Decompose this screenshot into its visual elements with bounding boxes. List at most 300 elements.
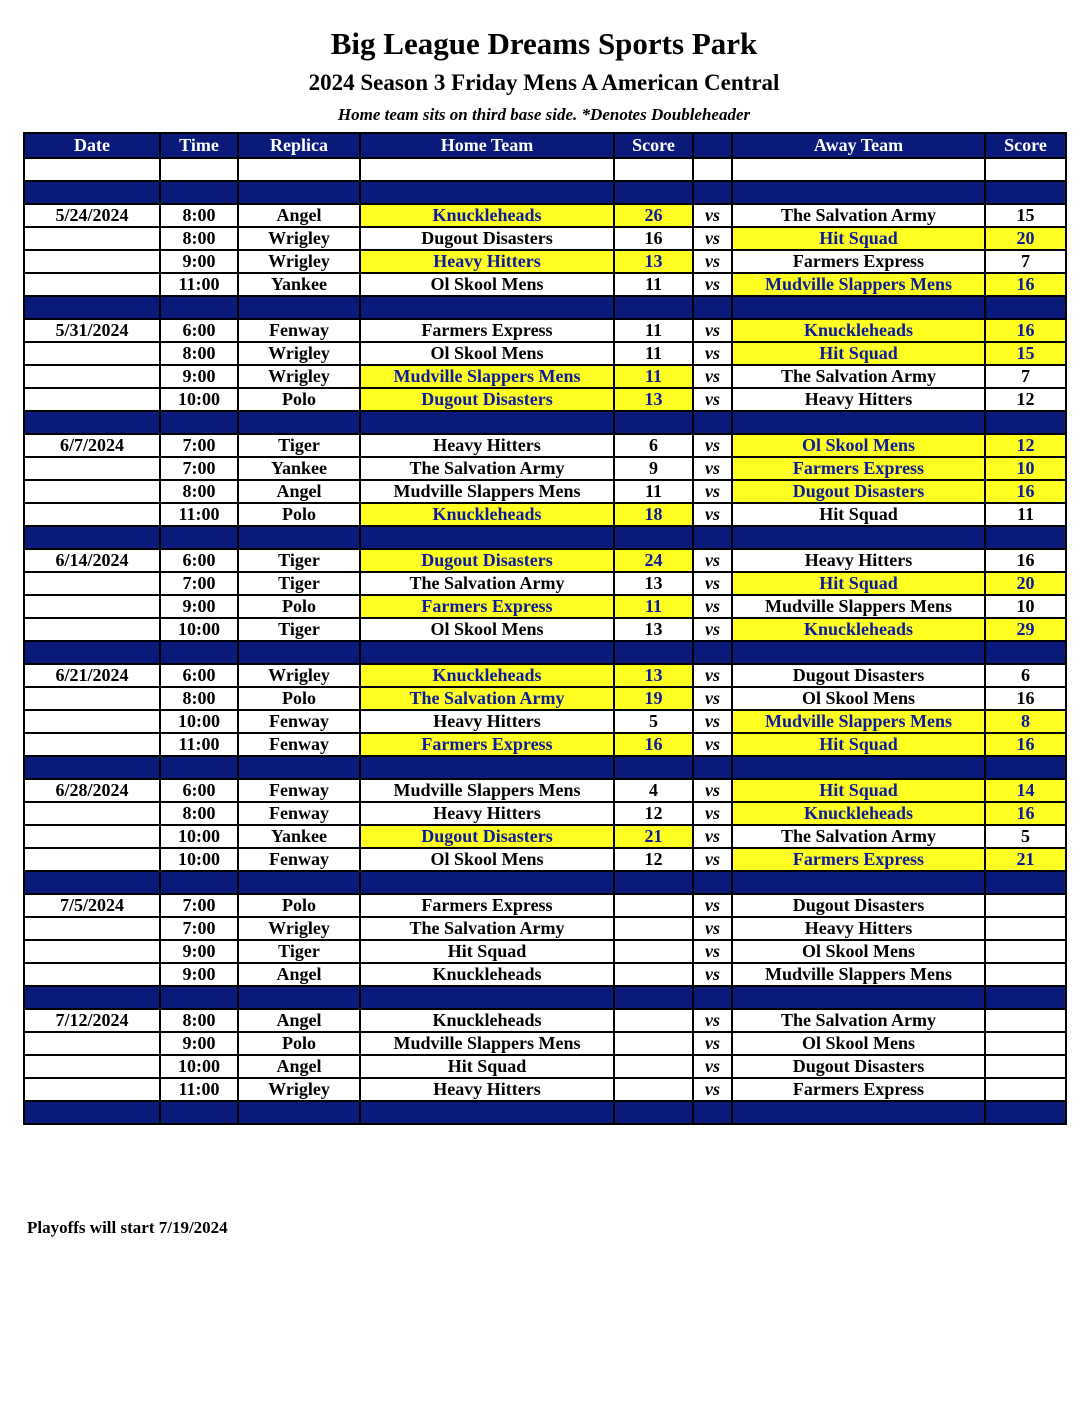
- game-time: 8:00: [160, 204, 238, 227]
- away-score: 29: [985, 618, 1066, 641]
- home-team: The Salvation Army: [360, 457, 614, 480]
- away-team: The Salvation Army: [732, 365, 985, 388]
- away-score: [985, 940, 1066, 963]
- home-score: 12: [614, 802, 693, 825]
- col-header-home-team: Home Team: [360, 133, 614, 158]
- away-score: 20: [985, 227, 1066, 250]
- home-score: [614, 917, 693, 940]
- game-field: Polo: [238, 388, 360, 411]
- away-team: Hit Squad: [732, 733, 985, 756]
- game-field: Wrigley: [238, 250, 360, 273]
- game-date: 6/21/2024: [24, 664, 160, 687]
- game-time: 10:00: [160, 710, 238, 733]
- away-score: [985, 1032, 1066, 1055]
- home-score: [614, 1032, 693, 1055]
- away-score: 16: [985, 480, 1066, 503]
- vs-label: vs: [693, 365, 732, 388]
- home-team: The Salvation Army: [360, 687, 614, 710]
- home-score: [614, 1078, 693, 1101]
- game-time: 6:00: [160, 664, 238, 687]
- home-score: 11: [614, 319, 693, 342]
- game-field: Yankee: [238, 457, 360, 480]
- home-team: The Salvation Army: [360, 917, 614, 940]
- away-team: The Salvation Army: [732, 825, 985, 848]
- vs-label: vs: [693, 273, 732, 296]
- home-score: [614, 1009, 693, 1032]
- game-row: [24, 480, 1066, 503]
- col-header-date: Date: [24, 133, 160, 158]
- away-team: Hit Squad: [732, 503, 985, 526]
- away-score: [985, 1078, 1066, 1101]
- game-time: 7:00: [160, 434, 238, 457]
- home-team: Knuckleheads: [360, 204, 614, 227]
- home-score: [614, 894, 693, 917]
- game-date: 6/28/2024: [24, 779, 160, 802]
- away-team: Ol Skool Mens: [732, 434, 985, 457]
- game-time: 11:00: [160, 503, 238, 526]
- away-team: Heavy Hitters: [732, 549, 985, 572]
- game-date: [24, 802, 160, 825]
- away-team: The Salvation Army: [732, 204, 985, 227]
- game-date: [24, 825, 160, 848]
- separator-row: [24, 526, 1066, 549]
- home-team: Farmers Express: [360, 894, 614, 917]
- game-field: Tiger: [238, 572, 360, 595]
- game-row: [24, 687, 1066, 710]
- vs-label: vs: [693, 664, 732, 687]
- home-team: Knuckleheads: [360, 963, 614, 986]
- vs-label: vs: [693, 894, 732, 917]
- home-team: Ol Skool Mens: [360, 342, 614, 365]
- playoffs-note: Playoffs will start 7/19/2024: [27, 1218, 228, 1237]
- vs-label: vs: [693, 1078, 732, 1101]
- away-score: 16: [985, 687, 1066, 710]
- game-time: 8:00: [160, 687, 238, 710]
- vs-label: vs: [693, 779, 732, 802]
- game-time: 10:00: [160, 1055, 238, 1078]
- game-row: [24, 894, 1066, 917]
- vs-label: vs: [693, 342, 732, 365]
- game-row: [24, 825, 1066, 848]
- game-row: [24, 595, 1066, 618]
- game-date: 7/12/2024: [24, 1009, 160, 1032]
- game-field: Wrigley: [238, 1078, 360, 1101]
- away-team: Dugout Disasters: [732, 480, 985, 503]
- vs-label: vs: [693, 1009, 732, 1032]
- home-score: 6: [614, 434, 693, 457]
- home-team: Heavy Hitters: [360, 710, 614, 733]
- game-row: [24, 549, 1066, 572]
- home-team: Farmers Express: [360, 319, 614, 342]
- away-score: 6: [985, 664, 1066, 687]
- away-score: 11: [985, 503, 1066, 526]
- vs-label: vs: [693, 825, 732, 848]
- game-field: Tiger: [238, 434, 360, 457]
- game-date: 7/5/2024: [24, 894, 160, 917]
- home-score: 11: [614, 480, 693, 503]
- away-team: Farmers Express: [732, 1078, 985, 1101]
- game-field: Tiger: [238, 618, 360, 641]
- away-score: 16: [985, 273, 1066, 296]
- game-time: 6:00: [160, 549, 238, 572]
- vs-label: vs: [693, 917, 732, 940]
- home-score: 16: [614, 733, 693, 756]
- game-row: [24, 204, 1066, 227]
- away-team: Dugout Disasters: [732, 664, 985, 687]
- away-team: Knuckleheads: [732, 618, 985, 641]
- game-date: [24, 940, 160, 963]
- col-header-time: Time: [160, 133, 238, 158]
- game-row: [24, 848, 1066, 871]
- home-score: 16: [614, 227, 693, 250]
- away-score: 10: [985, 595, 1066, 618]
- home-team: Knuckleheads: [360, 1009, 614, 1032]
- game-time: 11:00: [160, 273, 238, 296]
- vs-label: vs: [693, 710, 732, 733]
- game-row: [24, 388, 1066, 411]
- game-date: [24, 687, 160, 710]
- game-date: [24, 848, 160, 871]
- away-team: Ol Skool Mens: [732, 940, 985, 963]
- vs-label: vs: [693, 204, 732, 227]
- home-score: 13: [614, 664, 693, 687]
- game-row: [24, 802, 1066, 825]
- game-date: 6/14/2024: [24, 549, 160, 572]
- away-score: 7: [985, 250, 1066, 273]
- game-time: 11:00: [160, 1078, 238, 1101]
- away-score: 12: [985, 388, 1066, 411]
- game-field: Polo: [238, 687, 360, 710]
- game-date: [24, 388, 160, 411]
- home-team: Knuckleheads: [360, 664, 614, 687]
- away-score: 10: [985, 457, 1066, 480]
- home-team: Heavy Hitters: [360, 1078, 614, 1101]
- game-date: [24, 963, 160, 986]
- game-row: [24, 342, 1066, 365]
- game-field: Wrigley: [238, 664, 360, 687]
- home-team: Mudville Slappers Mens: [360, 365, 614, 388]
- home-score: 4: [614, 779, 693, 802]
- game-date: [24, 503, 160, 526]
- away-score: 8: [985, 710, 1066, 733]
- schedule-table: [23, 132, 1067, 1125]
- home-score: 9: [614, 457, 693, 480]
- game-field: Fenway: [238, 802, 360, 825]
- away-score: 15: [985, 342, 1066, 365]
- away-score: 14: [985, 779, 1066, 802]
- game-row: [24, 227, 1066, 250]
- col-header-away-score: Score: [985, 133, 1066, 158]
- game-time: 8:00: [160, 227, 238, 250]
- game-date: [24, 595, 160, 618]
- home-score: 13: [614, 250, 693, 273]
- game-field: Polo: [238, 503, 360, 526]
- game-field: Fenway: [238, 779, 360, 802]
- away-team: Hit Squad: [732, 779, 985, 802]
- away-score: 16: [985, 733, 1066, 756]
- game-field: Tiger: [238, 940, 360, 963]
- game-field: Polo: [238, 1032, 360, 1055]
- away-score: [985, 894, 1066, 917]
- away-team: Hit Squad: [732, 227, 985, 250]
- game-time: 6:00: [160, 319, 238, 342]
- separator-row: [24, 411, 1066, 434]
- vs-label: vs: [693, 1032, 732, 1055]
- game-row: [24, 365, 1066, 388]
- home-score: 18: [614, 503, 693, 526]
- game-row: [24, 1078, 1066, 1101]
- game-date: [24, 1055, 160, 1078]
- game-field: Fenway: [238, 848, 360, 871]
- away-team: Hit Squad: [732, 342, 985, 365]
- separator-row: [24, 1101, 1066, 1124]
- game-time: 7:00: [160, 572, 238, 595]
- away-team: Farmers Express: [732, 250, 985, 273]
- header-row: [24, 133, 1066, 158]
- game-row: [24, 319, 1066, 342]
- away-score: 5: [985, 825, 1066, 848]
- game-date: [24, 365, 160, 388]
- vs-label: vs: [693, 687, 732, 710]
- game-field: Wrigley: [238, 917, 360, 940]
- game-field: Polo: [238, 595, 360, 618]
- away-team: Heavy Hitters: [732, 917, 985, 940]
- game-row: [24, 572, 1066, 595]
- home-team: Dugout Disasters: [360, 227, 614, 250]
- away-team: Hit Squad: [732, 572, 985, 595]
- home-team: Farmers Express: [360, 733, 614, 756]
- away-team: Ol Skool Mens: [732, 1032, 985, 1055]
- home-score: 26: [614, 204, 693, 227]
- game-date: 5/24/2024: [24, 204, 160, 227]
- page-note: Home team sits on third base side. *Denotes Doubleheader: [337, 105, 751, 124]
- vs-label: vs: [693, 434, 732, 457]
- vs-label: vs: [693, 802, 732, 825]
- home-team: Mudville Slappers Mens: [360, 480, 614, 503]
- game-date: [24, 618, 160, 641]
- away-score: [985, 1009, 1066, 1032]
- game-row: [24, 940, 1066, 963]
- home-team: Dugout Disasters: [360, 549, 614, 572]
- game-row: [24, 917, 1066, 940]
- game-row: [24, 503, 1066, 526]
- vs-label: vs: [693, 319, 732, 342]
- away-team: Mudville Slappers Mens: [732, 273, 985, 296]
- game-time: 7:00: [160, 917, 238, 940]
- away-team: Farmers Express: [732, 457, 985, 480]
- game-row: [24, 664, 1066, 687]
- home-score: 11: [614, 342, 693, 365]
- game-row: [24, 273, 1066, 296]
- vs-label: vs: [693, 618, 732, 641]
- home-team: Hit Squad: [360, 1055, 614, 1078]
- game-time: 7:00: [160, 894, 238, 917]
- away-score: 12: [985, 434, 1066, 457]
- home-team: Hit Squad: [360, 940, 614, 963]
- vs-label: vs: [693, 457, 732, 480]
- vs-label: vs: [693, 480, 732, 503]
- vs-label: vs: [693, 250, 732, 273]
- home-team: Knuckleheads: [360, 503, 614, 526]
- away-team: The Salvation Army: [732, 1009, 985, 1032]
- game-field: Fenway: [238, 710, 360, 733]
- away-score: 7: [985, 365, 1066, 388]
- home-score: [614, 963, 693, 986]
- away-team: Mudville Slappers Mens: [732, 595, 985, 618]
- game-row: [24, 434, 1066, 457]
- vs-label: vs: [693, 227, 732, 250]
- home-score: 11: [614, 595, 693, 618]
- away-score: [985, 917, 1066, 940]
- schedule-body: [24, 158, 1066, 1124]
- game-time: 8:00: [160, 342, 238, 365]
- home-score: [614, 1055, 693, 1078]
- game-time: 9:00: [160, 365, 238, 388]
- game-time: 8:00: [160, 1009, 238, 1032]
- home-team: Ol Skool Mens: [360, 848, 614, 871]
- away-score: 15: [985, 204, 1066, 227]
- separator-row: [24, 641, 1066, 664]
- vs-label: vs: [693, 549, 732, 572]
- page-subtitle: 2024 Season 3 Friday Mens A American Central: [308, 70, 780, 95]
- away-team: Mudville Slappers Mens: [732, 963, 985, 986]
- vs-label: vs: [693, 388, 732, 411]
- away-team: Ol Skool Mens: [732, 687, 985, 710]
- separator-row: [24, 756, 1066, 779]
- home-score: 13: [614, 388, 693, 411]
- game-field: Fenway: [238, 319, 360, 342]
- home-team: Heavy Hitters: [360, 250, 614, 273]
- separator-row: [24, 986, 1066, 1009]
- page-title: Big League Dreams Sports Park: [330, 26, 758, 61]
- vs-label: vs: [693, 963, 732, 986]
- home-team: Mudville Slappers Mens: [360, 779, 614, 802]
- game-time: 8:00: [160, 802, 238, 825]
- col-header-away-team: Away Team: [732, 133, 985, 158]
- vs-label: vs: [693, 733, 732, 756]
- home-score: 12: [614, 848, 693, 871]
- vs-label: vs: [693, 503, 732, 526]
- away-team: Dugout Disasters: [732, 1055, 985, 1078]
- home-score: 13: [614, 572, 693, 595]
- game-time: 10:00: [160, 848, 238, 871]
- game-date: [24, 1078, 160, 1101]
- game-field: Yankee: [238, 273, 360, 296]
- game-row: [24, 779, 1066, 802]
- game-date: [24, 273, 160, 296]
- separator-row: [24, 181, 1066, 204]
- vs-label: vs: [693, 572, 732, 595]
- game-date: [24, 250, 160, 273]
- away-team: Dugout Disasters: [732, 894, 985, 917]
- home-team: Dugout Disasters: [360, 825, 614, 848]
- home-team: Mudville Slappers Mens: [360, 1032, 614, 1055]
- home-team: Ol Skool Mens: [360, 618, 614, 641]
- blank-row: [24, 158, 1066, 181]
- away-score: [985, 963, 1066, 986]
- game-field: Tiger: [238, 549, 360, 572]
- game-field: Angel: [238, 1009, 360, 1032]
- away-score: 16: [985, 549, 1066, 572]
- away-score: 20: [985, 572, 1066, 595]
- home-team: The Salvation Army: [360, 572, 614, 595]
- game-field: Wrigley: [238, 365, 360, 388]
- home-score: 11: [614, 365, 693, 388]
- game-row: [24, 710, 1066, 733]
- game-time: 6:00: [160, 779, 238, 802]
- game-date: [24, 710, 160, 733]
- home-team: Heavy Hitters: [360, 802, 614, 825]
- vs-label: vs: [693, 595, 732, 618]
- away-team: Farmers Express: [732, 848, 985, 871]
- game-field: Angel: [238, 480, 360, 503]
- home-team: Dugout Disasters: [360, 388, 614, 411]
- home-score: 24: [614, 549, 693, 572]
- game-field: Angel: [238, 963, 360, 986]
- game-date: [24, 480, 160, 503]
- away-team: Heavy Hitters: [732, 388, 985, 411]
- game-date: 5/31/2024: [24, 319, 160, 342]
- away-team: Knuckleheads: [732, 319, 985, 342]
- home-score: 11: [614, 273, 693, 296]
- game-row: [24, 1032, 1066, 1055]
- game-time: 9:00: [160, 1032, 238, 1055]
- game-date: [24, 917, 160, 940]
- separator-row: [24, 296, 1066, 319]
- game-field: Yankee: [238, 825, 360, 848]
- game-time: 11:00: [160, 733, 238, 756]
- away-score: 21: [985, 848, 1066, 871]
- home-score: [614, 940, 693, 963]
- away-score: 16: [985, 319, 1066, 342]
- home-score: 19: [614, 687, 693, 710]
- game-row: [24, 1055, 1066, 1078]
- game-time: 9:00: [160, 940, 238, 963]
- game-time: 8:00: [160, 480, 238, 503]
- away-team: Knuckleheads: [732, 802, 985, 825]
- game-date: [24, 227, 160, 250]
- vs-label: vs: [693, 940, 732, 963]
- game-row: [24, 733, 1066, 756]
- vs-label: vs: [693, 1055, 732, 1078]
- game-row: [24, 457, 1066, 480]
- game-field: Wrigley: [238, 342, 360, 365]
- game-time: 10:00: [160, 825, 238, 848]
- game-row: [24, 1009, 1066, 1032]
- home-score: 21: [614, 825, 693, 848]
- game-time: 9:00: [160, 963, 238, 986]
- game-date: 6/7/2024: [24, 434, 160, 457]
- game-field: Polo: [238, 894, 360, 917]
- away-team: Mudville Slappers Mens: [732, 710, 985, 733]
- home-team: Ol Skool Mens: [360, 273, 614, 296]
- game-date: [24, 342, 160, 365]
- game-field: Angel: [238, 204, 360, 227]
- game-time: 10:00: [160, 618, 238, 641]
- home-team: Farmers Express: [360, 595, 614, 618]
- col-header-vs: [693, 133, 732, 158]
- game-row: [24, 963, 1066, 986]
- game-field: Fenway: [238, 733, 360, 756]
- separator-row: [24, 871, 1066, 894]
- game-date: [24, 572, 160, 595]
- home-team: Heavy Hitters: [360, 434, 614, 457]
- away-score: 16: [985, 802, 1066, 825]
- game-time: 7:00: [160, 457, 238, 480]
- col-header-home-score: Score: [614, 133, 693, 158]
- game-date: [24, 1032, 160, 1055]
- away-score: [985, 1055, 1066, 1078]
